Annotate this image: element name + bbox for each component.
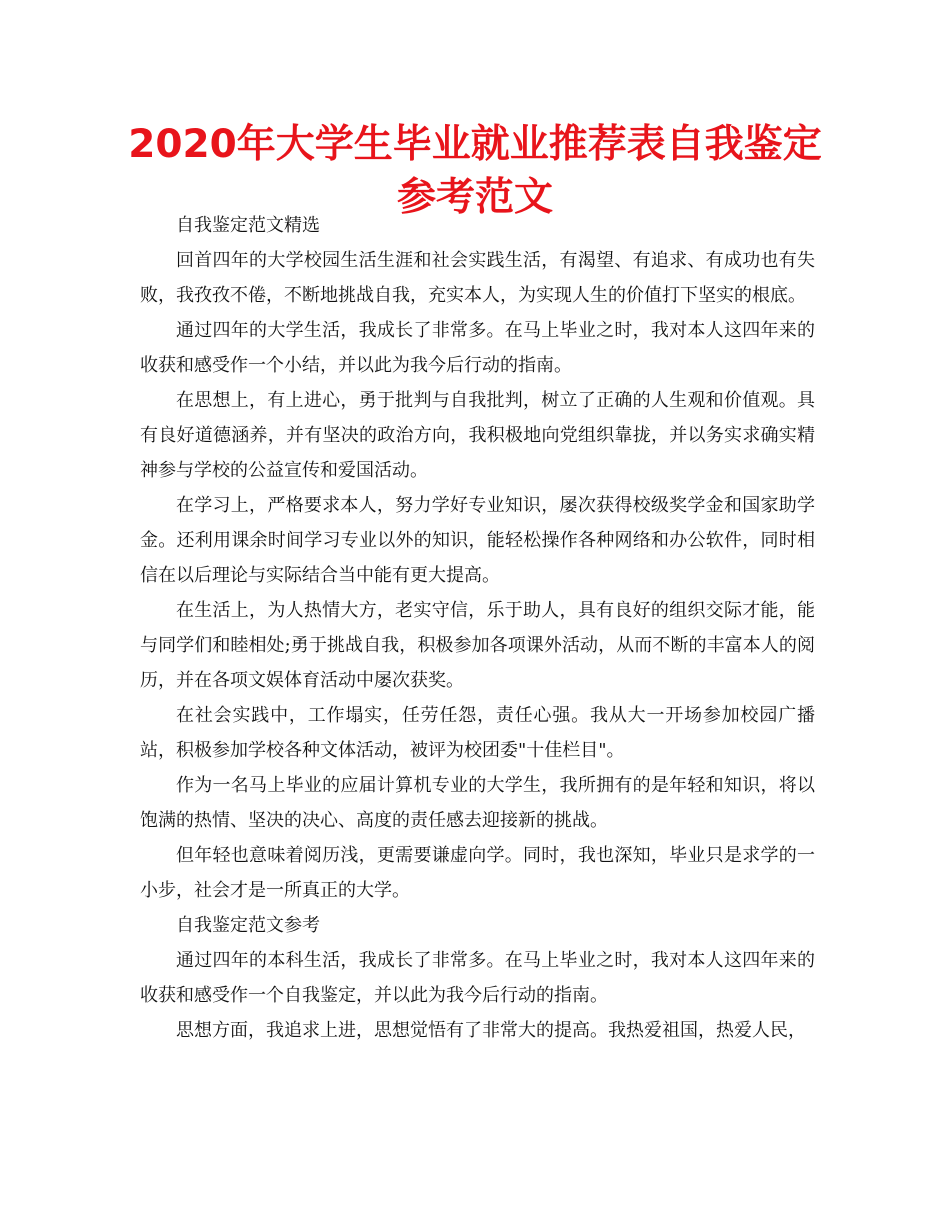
paragraph: 作为一名马上毕业的应届计算机专业的大学生，我所拥有的是年轻和知识，将以饱满的热情、坚决的决心、高度的责任感去迎接新的挑战。 — [140, 775, 815, 831]
section-heading: 自我鉴定范文参考 — [176, 915, 320, 936]
paragraph: 在社会实践中，工作塌实，任劳任怨，责任心强。我从大一开场参加校园广播站，积极参加学校各种文体活动，被评为校团委"十佳栏目"。 — [140, 705, 815, 761]
paragraph: 在生活上，为人热情大方，老实守信，乐于助人，具有良好的组织交际才能，能与同学们和睦相处;勇于挑战自我，积极参加各项课外活动，从而不断的丰富本人的阅历，并在各项文娱体育活动中屡次获奖。 — [140, 600, 815, 691]
document-body — [140, 208, 815, 1048]
document-title: 2020年大学生毕业就业推荐表自我鉴定参考范文 — [128, 122, 822, 220]
paragraph: 思想方面，我追求上进，思想觉悟有了非常大的提高。我热爱祖国，热爱人民， — [176, 1020, 806, 1041]
paragraph: 在学习上，严格要求本人，努力学好专业知识，屡次获得校级奖学金和国家助学金。还利用课余时间学习专业以外的知识，能轻松操作各种网络和办公软件，同时相信在以后理论与实际结合当中能有更大提高。 — [140, 495, 815, 586]
paragraph: 回首四年的大学校园生活生涯和社会实践生活，有渴望、有追求、有成功也有失败，我孜孜不倦，不断地挑战自我，充实本人，为实现人生的价值打下坚实的根底。 — [140, 250, 815, 306]
paragraph: 通过四年的大学生活，我成长了非常多。在马上毕业之时，我对本人这四年来的收获和感受作一个小结，并以此为我今后行动的指南。 — [140, 320, 815, 376]
paragraph: 在思想上，有上进心，勇于批判与自我批判，树立了正确的人生观和价值观。具有良好道德涵养，并有坚决的政治方向，我积极地向党组织靠拢，并以务实求确实精神参与学校的公益宣传和爱国活动。 — [140, 390, 815, 481]
paragraph: 但年轻也意味着阅历浅，更需要谦虚向学。同时，我也深知，毕业只是求学的一小步，社会才是一所真正的大学。 — [140, 845, 815, 901]
paragraph: 通过四年的本科生活，我成长了非常多。在马上毕业之时，我对本人这四年来的收获和感受作一个自我鉴定，并以此为我今后行动的指南。 — [140, 950, 815, 1006]
section-heading: 自我鉴定范文精选 — [176, 215, 320, 236]
